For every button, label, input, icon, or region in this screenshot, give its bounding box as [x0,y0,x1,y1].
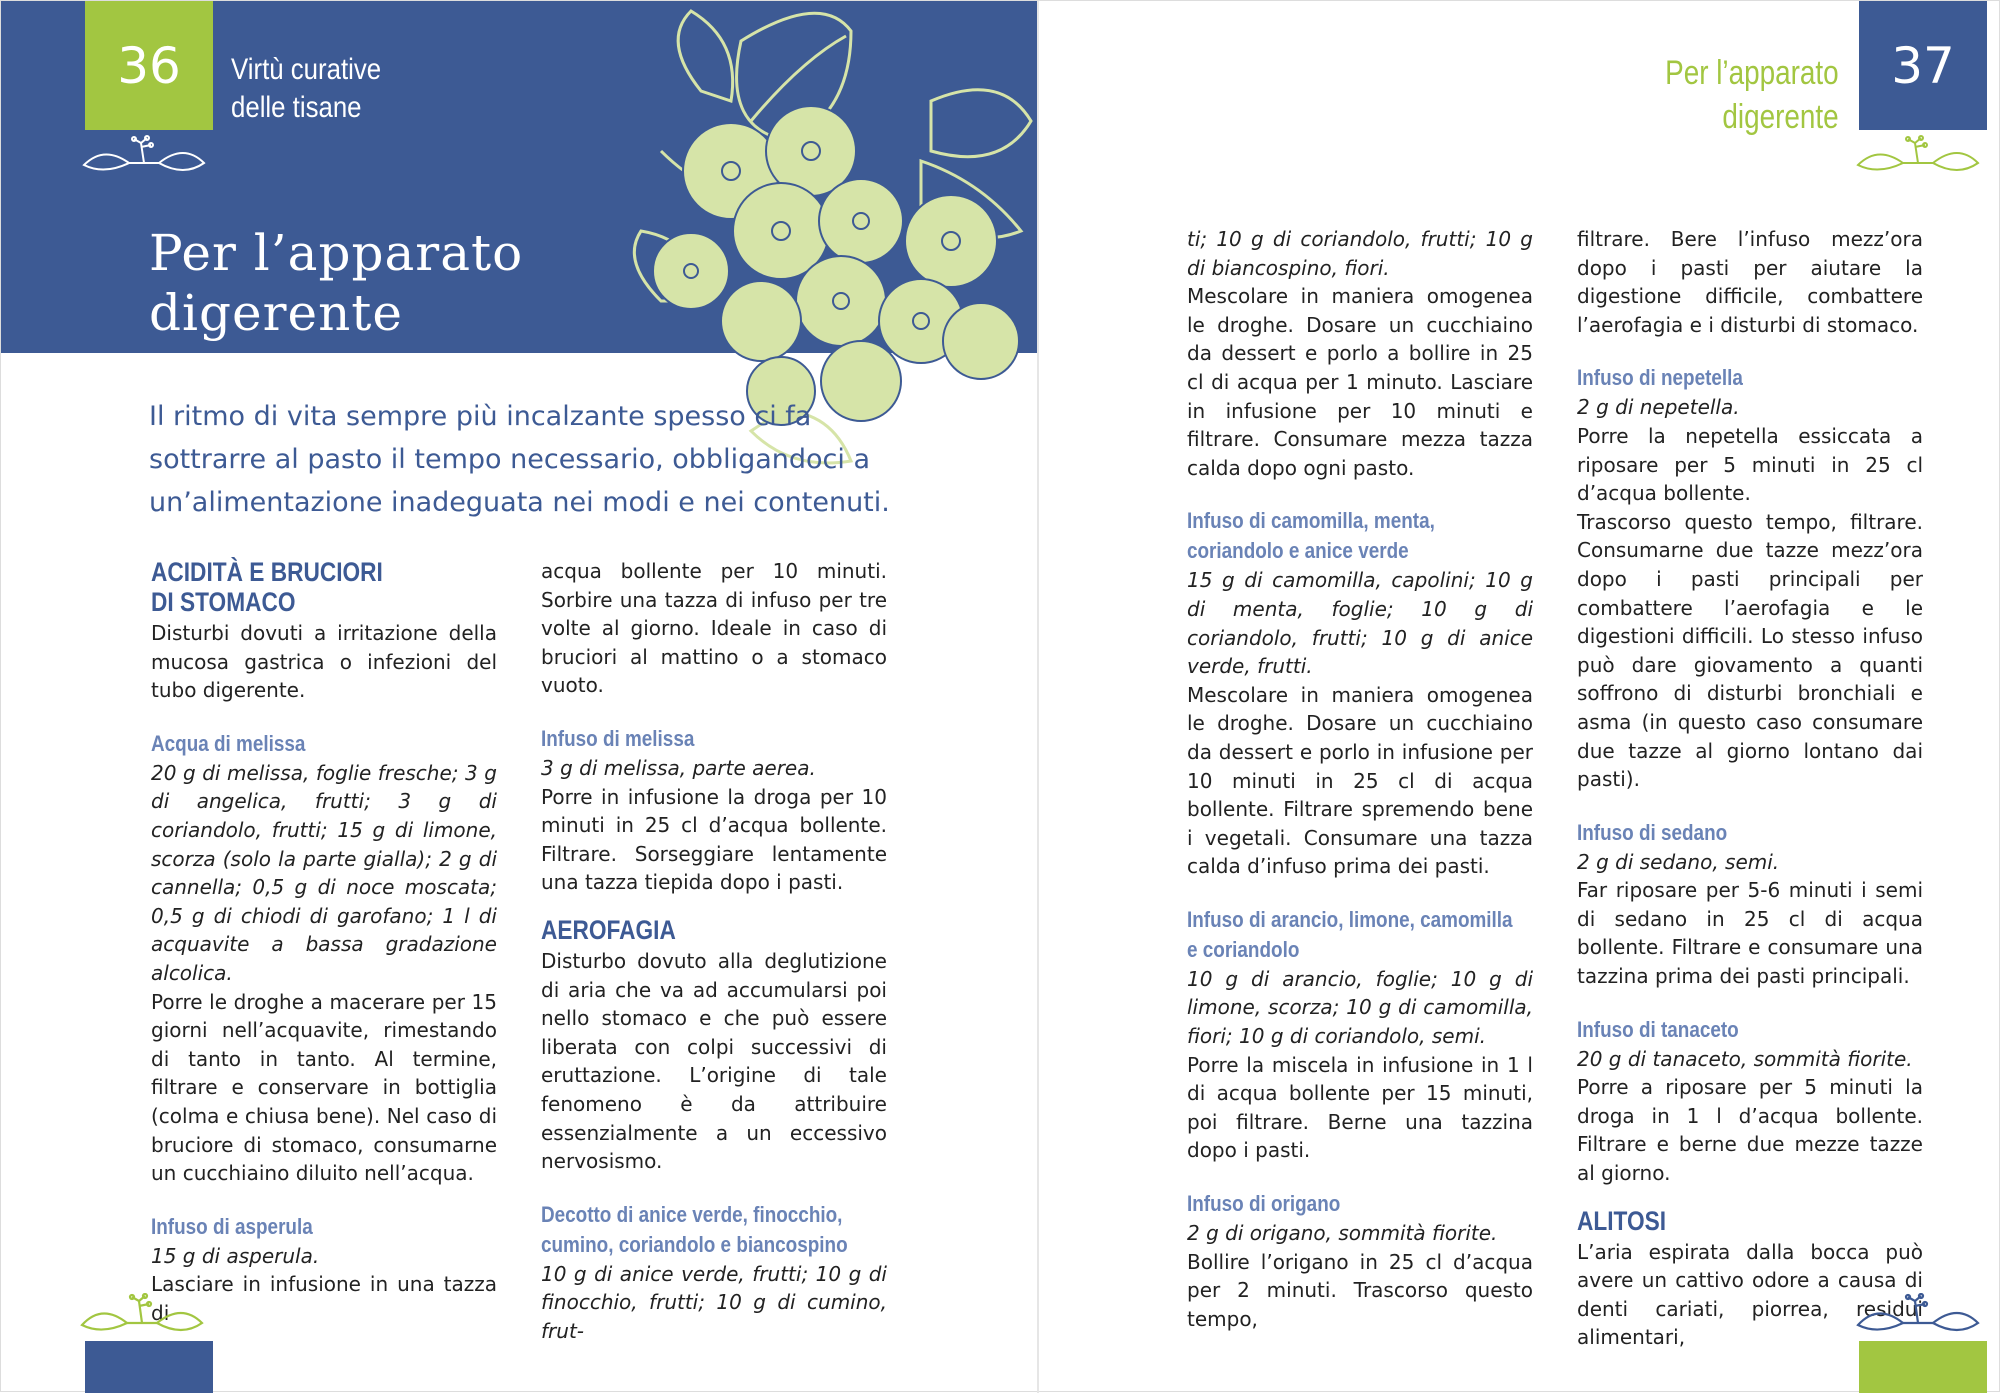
recipe-title: Infuso di asperula [151,1213,313,1239]
section-intro: L’aria espirata dalla bocca può avere un cattivo odore a causa di denti cariati, piorrea, residui alimentari, [1577,1239,1923,1350]
recipe-text: Porre la miscela in infusione in 1 l di acqua bollente per 15 minuti, poi filtrare. Berne una tazzina dopo i pasti. [1187,1052,1533,1163]
section-title-acidita: ACIDITÀ E BRUCIORI DI STOMACO [151,557,383,617]
recipe-text: Porre a riposare per 5 minuti la droga in 1 l d’acqua bollente. Filtrare e berne due mezze tazze al giorno. [1577,1075,1923,1186]
text-column-1 [151,557,497,1327]
recipe-text: Porre la nepetella essiccata a riposare per 5 minuti in 25 cl d’acqua bollente. [1577,423,1923,506]
recipe-text: filtrare. Bere l’infuso mezz’ora dopo i pasti per aiutare la digestione difficile, combattere l’aerofagia e i disturbi di stomaco. [1577,227,1923,337]
text-column-3 [1187,225,1533,1333]
herb-ornament-icon [79,135,209,187]
footer-block-right [1859,1341,1987,1393]
recipe-text: Trascorso questo tempo, filtrare. Consumarne due tazze mezz’ora dopo i pasti principali per combattere l’aerofagia e le digestioni difficili. Lo stesso infuso può dare giovamento a quanti soffrono di disturbi bronchiali e asma (in questo caso consumare due tazze al giorno lontano dai pasti). [1577,509,1923,792]
text-column-2 [541,557,887,1345]
recipe-text: acqua bollente per 10 minuti. Sorbire una tazza di infuso per tre volte al giorno. Ideale in caso di bruciori al mattino o a stomaco vuoto. [541,559,887,698]
section-intro: Disturbo dovuto alla deglutizione di aria che va ad accumularsi poi nello stomaco e che può essere liberata con colpi successivi di eruttazione. L’origine di tale fenomeno è da attribuire essenzialmente a un eccessivo nervosismo. [541,948,887,1174]
page-number-right: 37 [1859,1,1987,130]
running-head-right: Per l’apparato digerente [1665,54,1839,136]
recipe-ingredients: 3 g di melissa, parte aerea. [541,755,816,780]
recipe-title: Infuso di camomilla, menta, coriandolo e anice verde [1187,508,1435,564]
recipe-text: Bollire l’origano in 25 cl d’acqua per 2 minuti. Trascorso questo tempo, [1187,1249,1533,1331]
page-gutter [1037,1,1039,1393]
running-head-left: Virtù curative delle tisane [231,53,382,124]
section-title-aerofagia: AEROFAGIA [541,914,676,945]
recipe-text: Lasciare in infusione in una tazza di [151,1272,497,1325]
page-number-left: 36 [85,1,213,130]
footer-block-left [85,1341,213,1393]
recipe-ingredients: 2 g di sedano, semi. [1577,849,1780,874]
recipe-title: Decotto di anice verde, finocchio, cumino, coriandolo e biancospino [541,1201,848,1257]
recipe-text: Porre le droghe a macerare per 15 giorni nell’acquavite, rimestando di tanto in tanto. Al termine, filtrare e conservare in bottiglia (colma e chiusa bene). Nel caso di bruciore di stomaco, consumarne un cucchiaino diluito nell’acqua. [151,989,497,1186]
recipe-ingredients: 10 g di anice verde, frutti; 10 g di finocchio, frutti; 10 g di cumino, frut- [541,1261,887,1343]
recipe-title: Acqua di melissa [151,730,306,756]
recipe-title: Infuso di sedano [1577,819,1728,845]
section-intro: Disturbi dovuti a irritazione della mucosa gastrica o infezioni del tubo digerente. [151,621,497,703]
recipe-title: Infuso di origano [1187,1191,1341,1217]
recipe-text: Far riposare per 5-6 minuti i semi di sedano in 25 cl di acqua bollente. Filtrare e consumare una tazzina prima dei pasti principali. [1577,878,1923,989]
recipe-ingredients: 2 g di origano, sommità fiorite. [1187,1221,1498,1246]
recipe-text: Porre in infusione la droga per 10 minuti in 25 cl d’acqua bollente. Filtrare. Sorseggiare lentamente una tazza tiepida dopo i pasti. [541,784,887,895]
lead-paragraph: Il ritmo di vita sempre più incalzante spesso ci fa sottrarre al pasto il tempo necessario, obbligandoci a un’alimentazione inadeguata nei modi e nei contenuti. [149,401,890,518]
recipe-title: Infuso di melissa [541,725,695,751]
herb-ornament-right-icon [1853,135,1983,187]
recipe-ingredients: 10 g di arancio, foglie; 10 g di limone, scorza; 10 g di camomilla, fiori; 10 g di coriandolo, semi. [1187,966,1533,1049]
recipe-ingredients: 15 g di camomilla, capolini; 10 g di menta, foglie; 10 g di coriandolo, frutti; 10 g di anice verde, frutti. [1187,568,1533,679]
section-title-alitosi: ALITOSI [1577,1205,1667,1236]
recipe-text: Mescolare in maniera omogenea le droghe. Dosare un cucchiaino da dessert e porlo in infusione per 10 minuti in 25 cl di acqua bollente. Filtrare spremendo bene i vegetali. Consumare una tazza calda d’infuso prima dei pasti. [1187,682,1533,879]
recipe-ingredients: 20 g di tanaceto, sommità fiorite. [1577,1046,1913,1071]
chapter-title: Per l’apparato digerente [149,224,524,342]
recipe-ingredients: 20 g di melissa, foglie fresche; 3 g di angelica, frutti; 3 g di coriandolo, frutti; 15 g di limone, scorza (solo la parte gialla); 2 g di cannella; 0,5 g di noce moscata; 0,5 g di chiodi di garofano; 1 l di acquavite a bassa gradazione alcolica. [151,760,497,985]
recipe-title: Infuso di arancio, limone, camomilla e coriandolo [1187,906,1513,962]
herb-ornament-footer-right-icon [1853,1293,1983,1339]
herb-ornament-footer-left-icon [77,1293,207,1339]
recipe-title: Infuso di tanaceto [1577,1016,1739,1042]
recipe-ingredients: 15 g di asperula. [151,1243,320,1268]
recipe-text: Mescolare in maniera omogenea le droghe. Dosare un cucchiaino da dessert e porlo a bollire in 25 cl di acqua per 1 minuto. Lasciare in infusione per 10 minuti e filtrare. Consumare mezza tazza calda dopo ogni pasto. [1187,284,1533,480]
recipe-ingredients: 2 g di nepetella. [1577,395,1740,420]
text-column-4 [1577,225,1923,1352]
recipe-ingredients: ti; 10 g di coriandolo, frutti; 10 g di biancospino, fiori. [1187,227,1533,280]
recipe-title: Infuso di nepetella [1577,365,1743,391]
